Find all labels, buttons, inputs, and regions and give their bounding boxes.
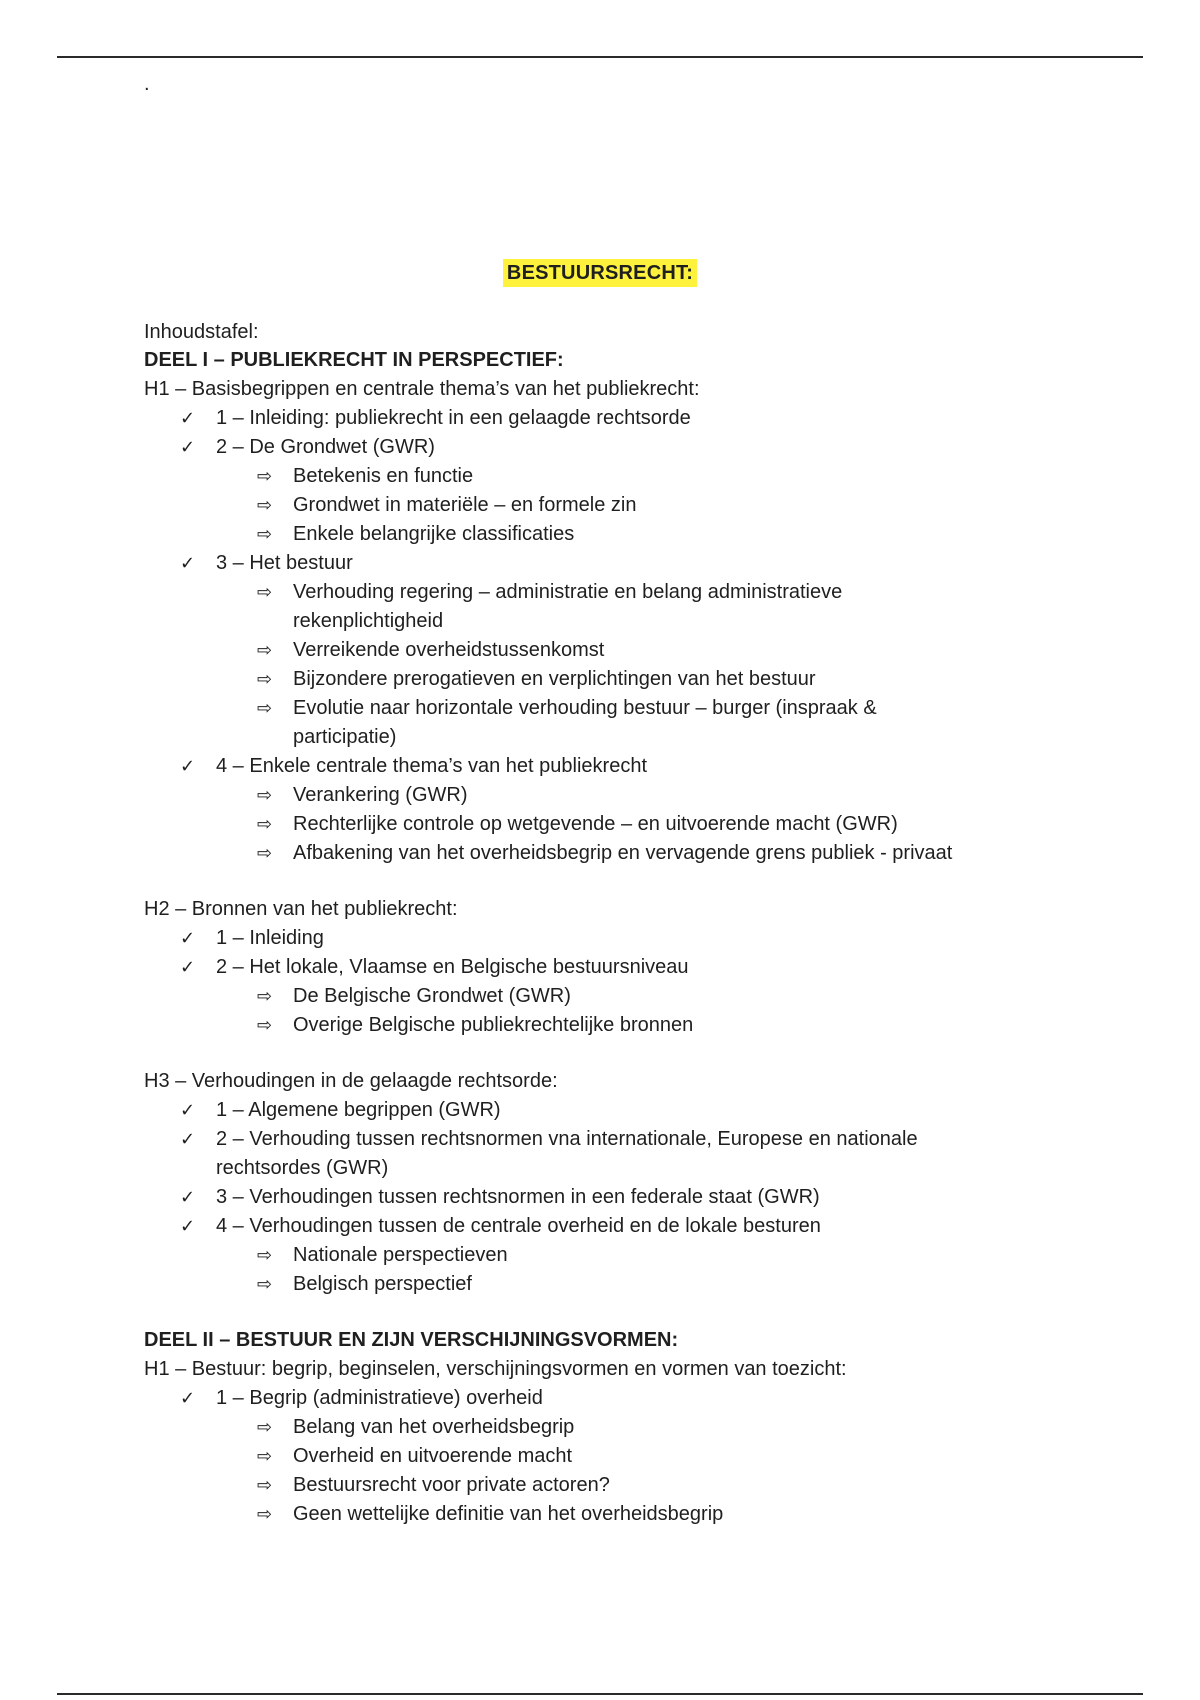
arrow-right-icon: ⇨ <box>257 986 273 1006</box>
toc-entry-text: Bijzondere prerogatieven en verplichtingen van het bestuur <box>293 668 816 690</box>
checkmark-icon: ✓ <box>180 957 196 977</box>
arrow-right-icon: ⇨ <box>257 1417 273 1437</box>
arrow-right-icon: ⇨ <box>257 495 273 515</box>
toc-entry-text: H2 – Bronnen van het publiekrecht: <box>144 898 458 920</box>
toc-entry-text: 4 – Enkele centrale thema’s van het publiekrecht <box>216 755 648 777</box>
arrow-right-icon: ⇨ <box>257 669 273 689</box>
toc-entry-text: Grondwet in materiële – en formele zin <box>293 494 637 516</box>
toc-entry-text: 1 – Inleiding: publiekrecht in een gelaagde rechtsorde <box>216 407 691 429</box>
arrow-right-icon: ⇨ <box>257 814 273 834</box>
toc-entry-text: Geen wettelijke definitie van het overheidsbegrip <box>293 1503 724 1525</box>
checkmark-icon: ✓ <box>180 553 196 573</box>
toc-entry-text: Verreikende overheidstussenkomst <box>293 639 605 661</box>
toc-entry-text: 4 – Verhoudingen tussen de centrale overheid en de lokale besturen <box>216 1215 821 1237</box>
arrow-right-icon: ⇨ <box>257 524 273 544</box>
arrow-right-icon: ⇨ <box>257 698 273 718</box>
arrow-right-icon: ⇨ <box>257 1446 273 1466</box>
checkmark-icon: ✓ <box>180 437 196 457</box>
checkmark-icon: ✓ <box>180 756 196 776</box>
toc-entry-text: rekenplichtigheid <box>293 610 444 632</box>
toc-entry-text: Belgisch perspectief <box>293 1273 472 1295</box>
toc-entry-text: Verankering (GWR) <box>293 784 468 806</box>
arrow-right-icon: ⇨ <box>257 1245 273 1265</box>
checkmark-icon: ✓ <box>180 1388 196 1408</box>
toc-entry-text: 1 – Inleiding <box>216 927 324 949</box>
toc-entry-text: DEEL II – BESTUUR EN ZIJN VERSCHIJNINGSVORMEN: <box>144 1329 679 1351</box>
toc-entry-text: Evolutie naar horizontale verhouding bestuur – burger (inspraak & <box>293 697 877 719</box>
toc-entry-text: Rechterlijke controle op wetgevende – en uitvoerende macht (GWR) <box>293 813 898 835</box>
arrow-right-icon: ⇨ <box>257 1475 273 1495</box>
toc-entry-text: Nationale perspectieven <box>293 1244 508 1266</box>
toc-entry-text: participatie) <box>293 726 397 748</box>
title-container <box>0 259 1200 287</box>
stray-dot: . <box>144 73 150 95</box>
checkmark-icon: ✓ <box>180 408 196 428</box>
footer-rule <box>57 1693 1143 1695</box>
checkmark-icon: ✓ <box>180 1100 196 1120</box>
document-title: BESTUURSRECHT: <box>503 259 697 287</box>
checkmark-icon: ✓ <box>180 1187 196 1207</box>
header-rule <box>57 56 1143 58</box>
toc-entry-text: De Belgische Grondwet (GWR) <box>293 985 571 1007</box>
checkmark-icon: ✓ <box>180 1216 196 1236</box>
toc-entry-text: Overheid en uitvoerende macht <box>293 1445 573 1467</box>
toc-entry-text: Belang van het overheidsbegrip <box>293 1416 575 1438</box>
toc-entry-text: Verhouding regering – administratie en belang administratieve <box>293 581 843 603</box>
toc-entry-text: 1 – Algemene begrippen (GWR) <box>216 1099 501 1121</box>
toc-entry-text: Bestuursrecht voor private actoren? <box>293 1474 610 1496</box>
arrow-right-icon: ⇨ <box>257 640 273 660</box>
toc-entry-text: 3 – Het bestuur <box>216 552 353 574</box>
arrow-right-icon: ⇨ <box>257 466 273 486</box>
checkmark-icon: ✓ <box>180 928 196 948</box>
toc-entry-text: 1 – Begrip (administratieve) overheid <box>216 1387 543 1409</box>
toc-entry-text: Overige Belgische publiekrechtelijke bronnen <box>293 1014 694 1036</box>
toc-entry-text: DEEL I – PUBLIEKRECHT IN PERSPECTIEF: <box>144 349 564 371</box>
toc-entry-text: Enkele belangrijke classificaties <box>293 523 575 545</box>
toc-entry-text: H1 – Bestuur: begrip, beginselen, verschijningsvormen en vormen van toezicht: <box>144 1358 847 1380</box>
toc-entry-text: H3 – Verhoudingen in de gelaagde rechtsorde: <box>144 1070 558 1092</box>
toc-entry-text: 3 – Verhoudingen tussen rechtsnormen in een federale staat (GWR) <box>216 1186 820 1208</box>
arrow-right-icon: ⇨ <box>257 1274 273 1294</box>
toc-entry-text: Betekenis en functie <box>293 465 474 487</box>
arrow-right-icon: ⇨ <box>257 582 273 602</box>
toc-entry-text: 2 – De Grondwet (GWR) <box>216 436 435 458</box>
arrow-right-icon: ⇨ <box>257 1015 273 1035</box>
toc-entry-text: 2 – Verhouding tussen rechtsnormen vna internationale, Europese en nationale <box>216 1128 918 1150</box>
toc-entry-text: 2 – Het lokale, Vlaamse en Belgische bestuursniveau <box>216 956 689 978</box>
toc-entry-text: H1 – Basisbegrippen en centrale thema’s van het publiekrecht: <box>144 378 700 400</box>
toc-entry-text: Afbakening van het overheidsbegrip en vervagende grens publiek - privaat <box>293 842 953 864</box>
checkmark-icon: ✓ <box>180 1129 196 1149</box>
toc-label: Inhoudstafel: <box>144 321 259 343</box>
toc-entry-text: rechtsordes (GWR) <box>216 1157 389 1179</box>
arrow-right-icon: ⇨ <box>257 843 273 863</box>
arrow-right-icon: ⇨ <box>257 1504 273 1524</box>
arrow-right-icon: ⇨ <box>257 785 273 805</box>
